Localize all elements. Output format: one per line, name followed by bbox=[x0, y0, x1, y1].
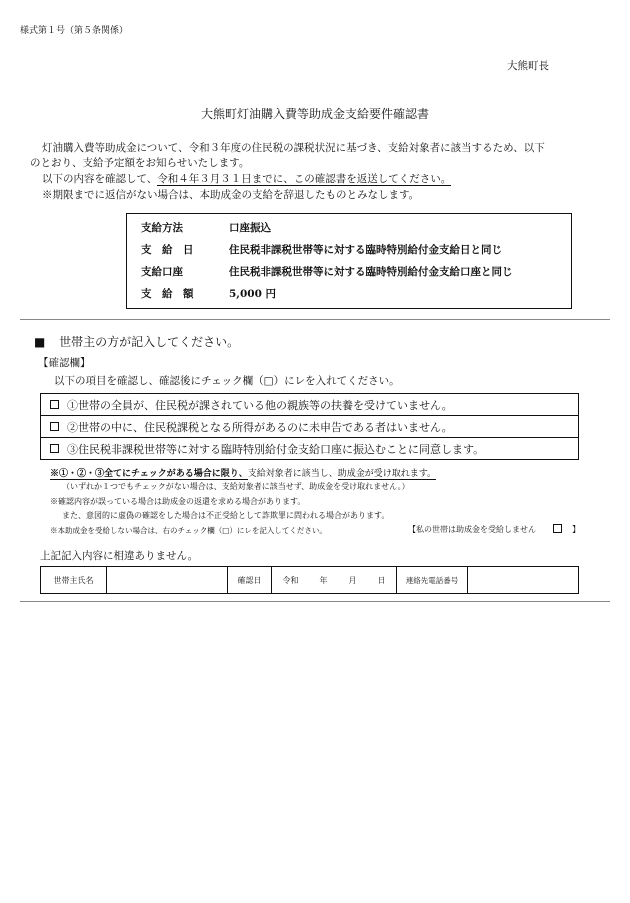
note-5: ※本助成金を受給しない場合は、右のチェック欄（□）にレを記入してください。 bbox=[50, 526, 327, 535]
checkbox[interactable] bbox=[50, 444, 59, 453]
payment-row-amount bbox=[141, 286, 276, 301]
payment-label: 支給口座 bbox=[141, 266, 183, 278]
note-1-underlined: 助成金が受け取れます。 bbox=[337, 469, 437, 479]
deadline-text: 令和４年３月３１日までに、この確認書を返送してください。 bbox=[157, 173, 452, 185]
section-heading-text: 世帯主の方が記入してください。 bbox=[59, 335, 240, 349]
month-text: 月 bbox=[348, 575, 357, 585]
payment-label: 支 給 額 bbox=[141, 288, 194, 300]
intro-line-1: 灯油購入費等助成金について、令和３年度の住民税の課税状況に基づき、支給対象者に該当するため、以下 bbox=[42, 142, 545, 154]
section-divider bbox=[20, 319, 610, 320]
payment-value: 住民税非課税世帯等に対する臨時特別給付金支給口座と同じ bbox=[229, 266, 513, 278]
intro-line-3-prefix: 以下の内容を確認して、 bbox=[42, 173, 158, 185]
date-label-cell bbox=[228, 567, 272, 593]
payment-value: 住民税非課税世帯等に対する臨時特別給付金支給日と同じ bbox=[229, 244, 502, 256]
payment-value: 5,000 円 bbox=[229, 288, 277, 300]
name-field[interactable] bbox=[107, 567, 228, 593]
section-heading bbox=[34, 333, 239, 350]
page-title: 大熊町灯油購入費等助成金支給要件確認書 bbox=[200, 107, 429, 121]
declaration-text: 上記記入内容に相違ありません。 bbox=[40, 550, 199, 562]
intro-line-4: ※期限までに返信がない場合は、本助成金の支給を辞退したものとみなします。 bbox=[42, 189, 420, 201]
phone-label-cell bbox=[397, 567, 468, 593]
check-item-text: ③住民税非課税世帯等に対する臨時特別給付金支給口座に振込むことに同意します。 bbox=[67, 442, 485, 456]
check-item-text: ②世帯の中に、住民税課税となる所得があるのに未申告である者はいません。 bbox=[67, 420, 453, 434]
payment-value: 口座振込 bbox=[229, 222, 271, 234]
date-label: 確認日 bbox=[237, 575, 262, 585]
decline-close-bracket: 】 bbox=[572, 525, 581, 534]
decline-checkbox[interactable] bbox=[553, 524, 562, 533]
phone-field[interactable] bbox=[468, 567, 578, 593]
signature-row bbox=[40, 566, 579, 594]
decline-option[interactable] bbox=[408, 524, 580, 535]
checkbox[interactable] bbox=[50, 422, 59, 431]
instruction-text: 以下の項目を確認し、確認後にチェック欄（□）にレを入れてください。 bbox=[54, 375, 400, 387]
check-item-1[interactable] bbox=[40, 393, 579, 416]
name-label: 世帯主氏名 bbox=[53, 575, 94, 585]
payment-row-account bbox=[141, 264, 513, 279]
checkbox[interactable] bbox=[50, 400, 59, 409]
payment-row-date bbox=[141, 242, 502, 257]
note-3: ※確認内容が誤っている場合は助成金の返還を求める場合があります。 bbox=[50, 497, 306, 506]
check-item-text: ①世帯の全員が、住民税が課されている他の親族等の扶養を受けていません。 bbox=[67, 398, 453, 412]
note-1 bbox=[50, 466, 436, 479]
date-field[interactable] bbox=[272, 567, 397, 593]
bottom-divider bbox=[20, 601, 610, 602]
era-text: 令和 bbox=[282, 575, 299, 585]
year-text: 年 bbox=[319, 575, 328, 585]
intro-line-2: のとおり、支給予定額をお知らせいたします。 bbox=[30, 157, 250, 169]
phone-label: 連絡先電話番号 bbox=[405, 575, 459, 585]
payment-label: 支給方法 bbox=[141, 222, 183, 234]
check-item-2[interactable] bbox=[40, 415, 579, 438]
day-text: 日 bbox=[377, 575, 386, 585]
square-bullet-icon: ■ bbox=[34, 335, 46, 349]
payment-row-method bbox=[141, 220, 271, 235]
intro-line-3 bbox=[42, 171, 451, 186]
payment-info-box bbox=[126, 213, 572, 309]
note-1-mid: 支給対象者に該当し、 bbox=[247, 469, 338, 479]
check-item-3[interactable] bbox=[40, 437, 579, 460]
payment-label: 支 給 日 bbox=[141, 244, 194, 256]
name-label-cell bbox=[41, 567, 107, 593]
note-4: また、意図的に虚偽の確認をした場合は不正受給として詐欺罪に問われる場合があります。 bbox=[62, 511, 390, 520]
note-2: （いずれか１つでもチェックがない場合は、支給対象者に該当せず、助成金を受け取れません。） bbox=[62, 482, 410, 491]
note-1-bold: ※①・②・③全てにチェックがある場合に限り、 bbox=[50, 469, 248, 479]
confirm-label: 【確認欄】 bbox=[38, 357, 91, 369]
issuer: 大熊町長 bbox=[507, 60, 549, 72]
form-number: 様式第１号（第５条関係） bbox=[20, 26, 129, 36]
decline-text: 【私の世帯は助成金を受給しません bbox=[408, 525, 536, 534]
